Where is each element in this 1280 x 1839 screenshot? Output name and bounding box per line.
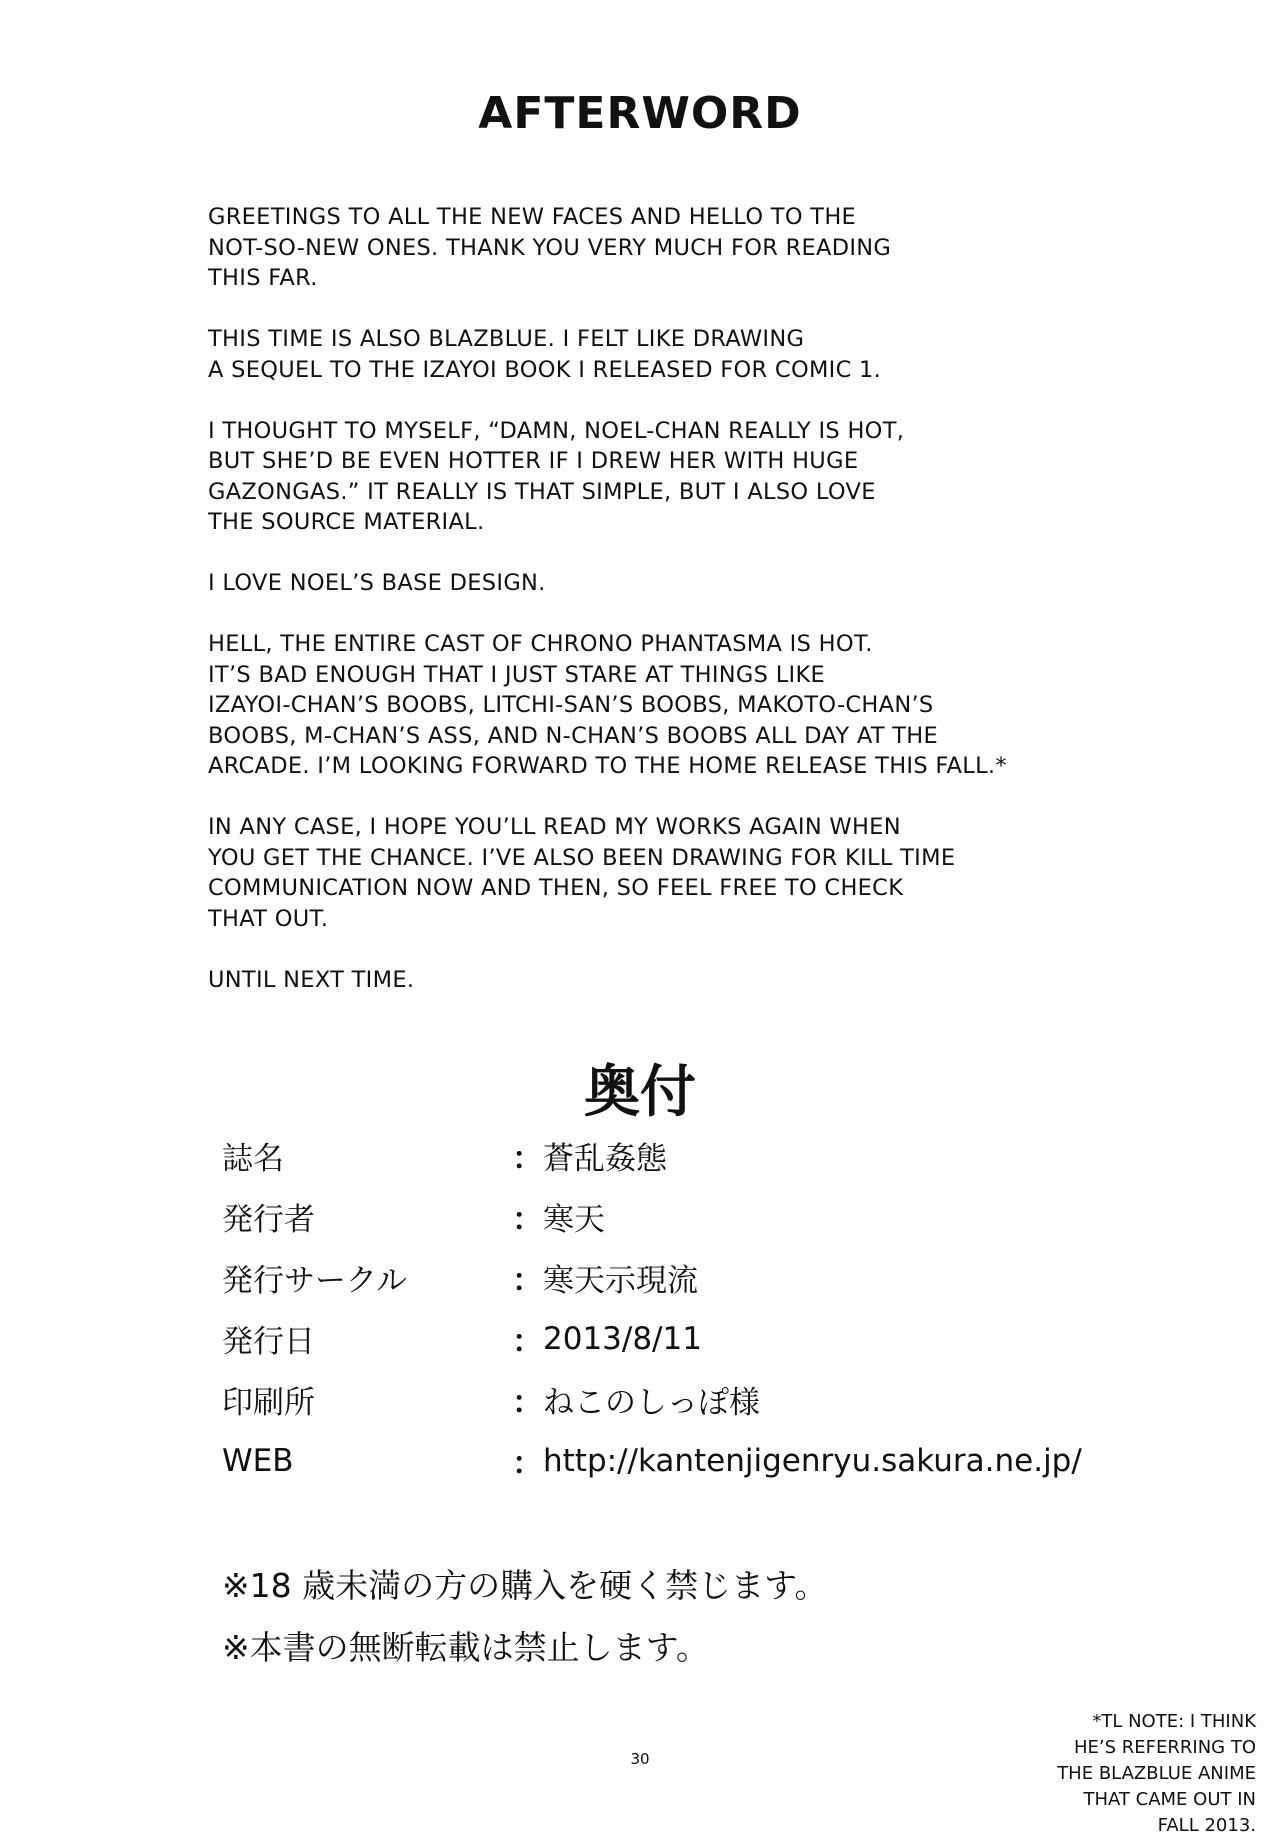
afterword-title: AFTERWORD [478,88,802,139]
colophon-url: http://kantenjigenryu.sakura.ne.jp/ [543,1442,1082,1479]
afterword-paragraph: UNTIL NEXT TIME. [208,966,415,993]
colophon-row-date [222,1308,1122,1369]
colophon-separator: ： [512,1385,543,1421]
colophon-separator: ： [512,1446,543,1482]
colophon-value: 寒天 [543,1202,605,1238]
colophon-label: 印刷所 [222,1385,315,1421]
afterword-paragraph: IN ANY CASE, I HOPE YOU’LL READ MY WORKS AGAIN WHEN YOU GET THE CHANCE. I’VE ALSO BEEN DRAWING FOR KILL TIME COMMUNICATION NOW AND THEN, SO FEEL FREE TO CHECK THAT OUT. [208,814,956,932]
colophon-separator: ： [512,1324,543,1360]
colophon-value: 蒼乱姦態 [543,1141,667,1177]
colophon-row-publisher [222,1186,1122,1247]
colophon-row-title [222,1125,1122,1186]
afterword-paragraph: HELL, THE ENTIRE CAST OF CHRONO PHANTASMA IS HOT. IT’S BAD ENOUGH THAT I JUST STARE AT THINGS LIKE IZAYOI-CHAN’S BOOBS, LITCHI-SAN’S BOOBS, MAKOTO-CHAN’S BOOBS, Μ-CHAN’S ASS, AND Ν-CHAN’S BOOBS ALL DAY AT THE ARCADE. I’M LOOKING FORWARD TO THE HOME RELEASE THIS FALL.* [208,631,1007,779]
afterword-paragraph: THIS TIME IS ALSO BLAZBLUE. I FELT LIKE DRAWING A SEQUEL TO THE IZAYOI BOOK I RELEASED FOR COMIC 1. [208,326,882,383]
colophon-value: ねこのしっぽ様 [543,1385,760,1421]
colophon-separator: ： [512,1263,543,1299]
colophon-row-circle [222,1247,1122,1308]
colophon-row-web [222,1430,1122,1491]
translator-note: *TL NOTE: I THINK HE’S REFERRING TO THE BLAZBLUE ANIME THAT CAME OUT IN FALL 2013. [1057,1711,1256,1836]
colophon-value: 寒天示現流 [543,1263,698,1299]
colophon-title: 奥付 [584,1059,696,1125]
colophon-label: WEB [222,1442,294,1479]
afterword-body [208,202,1068,1026]
colophon-label: 誌名 [222,1141,284,1177]
page-number: 30 [630,1750,650,1768]
colophon-separator: ： [512,1141,543,1177]
age-restriction-notice: ※18 歳未満の方の購入を硬く禁じます。 [222,1566,828,1605]
colophon-value: 2013/8/11 [543,1320,702,1357]
colophon-label: 発行者 [222,1202,315,1238]
colophon-row-printer [222,1369,1122,1430]
afterword-paragraph: I LOVE NOEL’S BASE DESIGN. [208,570,546,596]
colophon-separator: ： [512,1202,543,1238]
afterword-paragraph: GREETINGS TO ALL THE NEW FACES AND HELLO TO THE NOT-SO-NEW ONES. THANK YOU VERY MUCH FOR READING THIS FAR. [208,204,892,291]
colophon-label: 発行サークル [222,1263,408,1299]
reproduction-notice: ※本書の無断転載は禁止します。 [222,1628,710,1667]
colophon-table [222,1125,1122,1491]
colophon-label: 発行日 [222,1324,315,1360]
afterword-paragraph: I THOUGHT TO MYSELF, “DAMN, NOEL-CHAN REALLY IS HOT, BUT SHE’D BE EVEN HOTTER IF I DREW HER WITH HUGE GAZONGAS.” IT REALLY IS THAT SIMPLE, BUT I ALSO LOVE THE SOURCE MATERIAL. [208,417,905,535]
